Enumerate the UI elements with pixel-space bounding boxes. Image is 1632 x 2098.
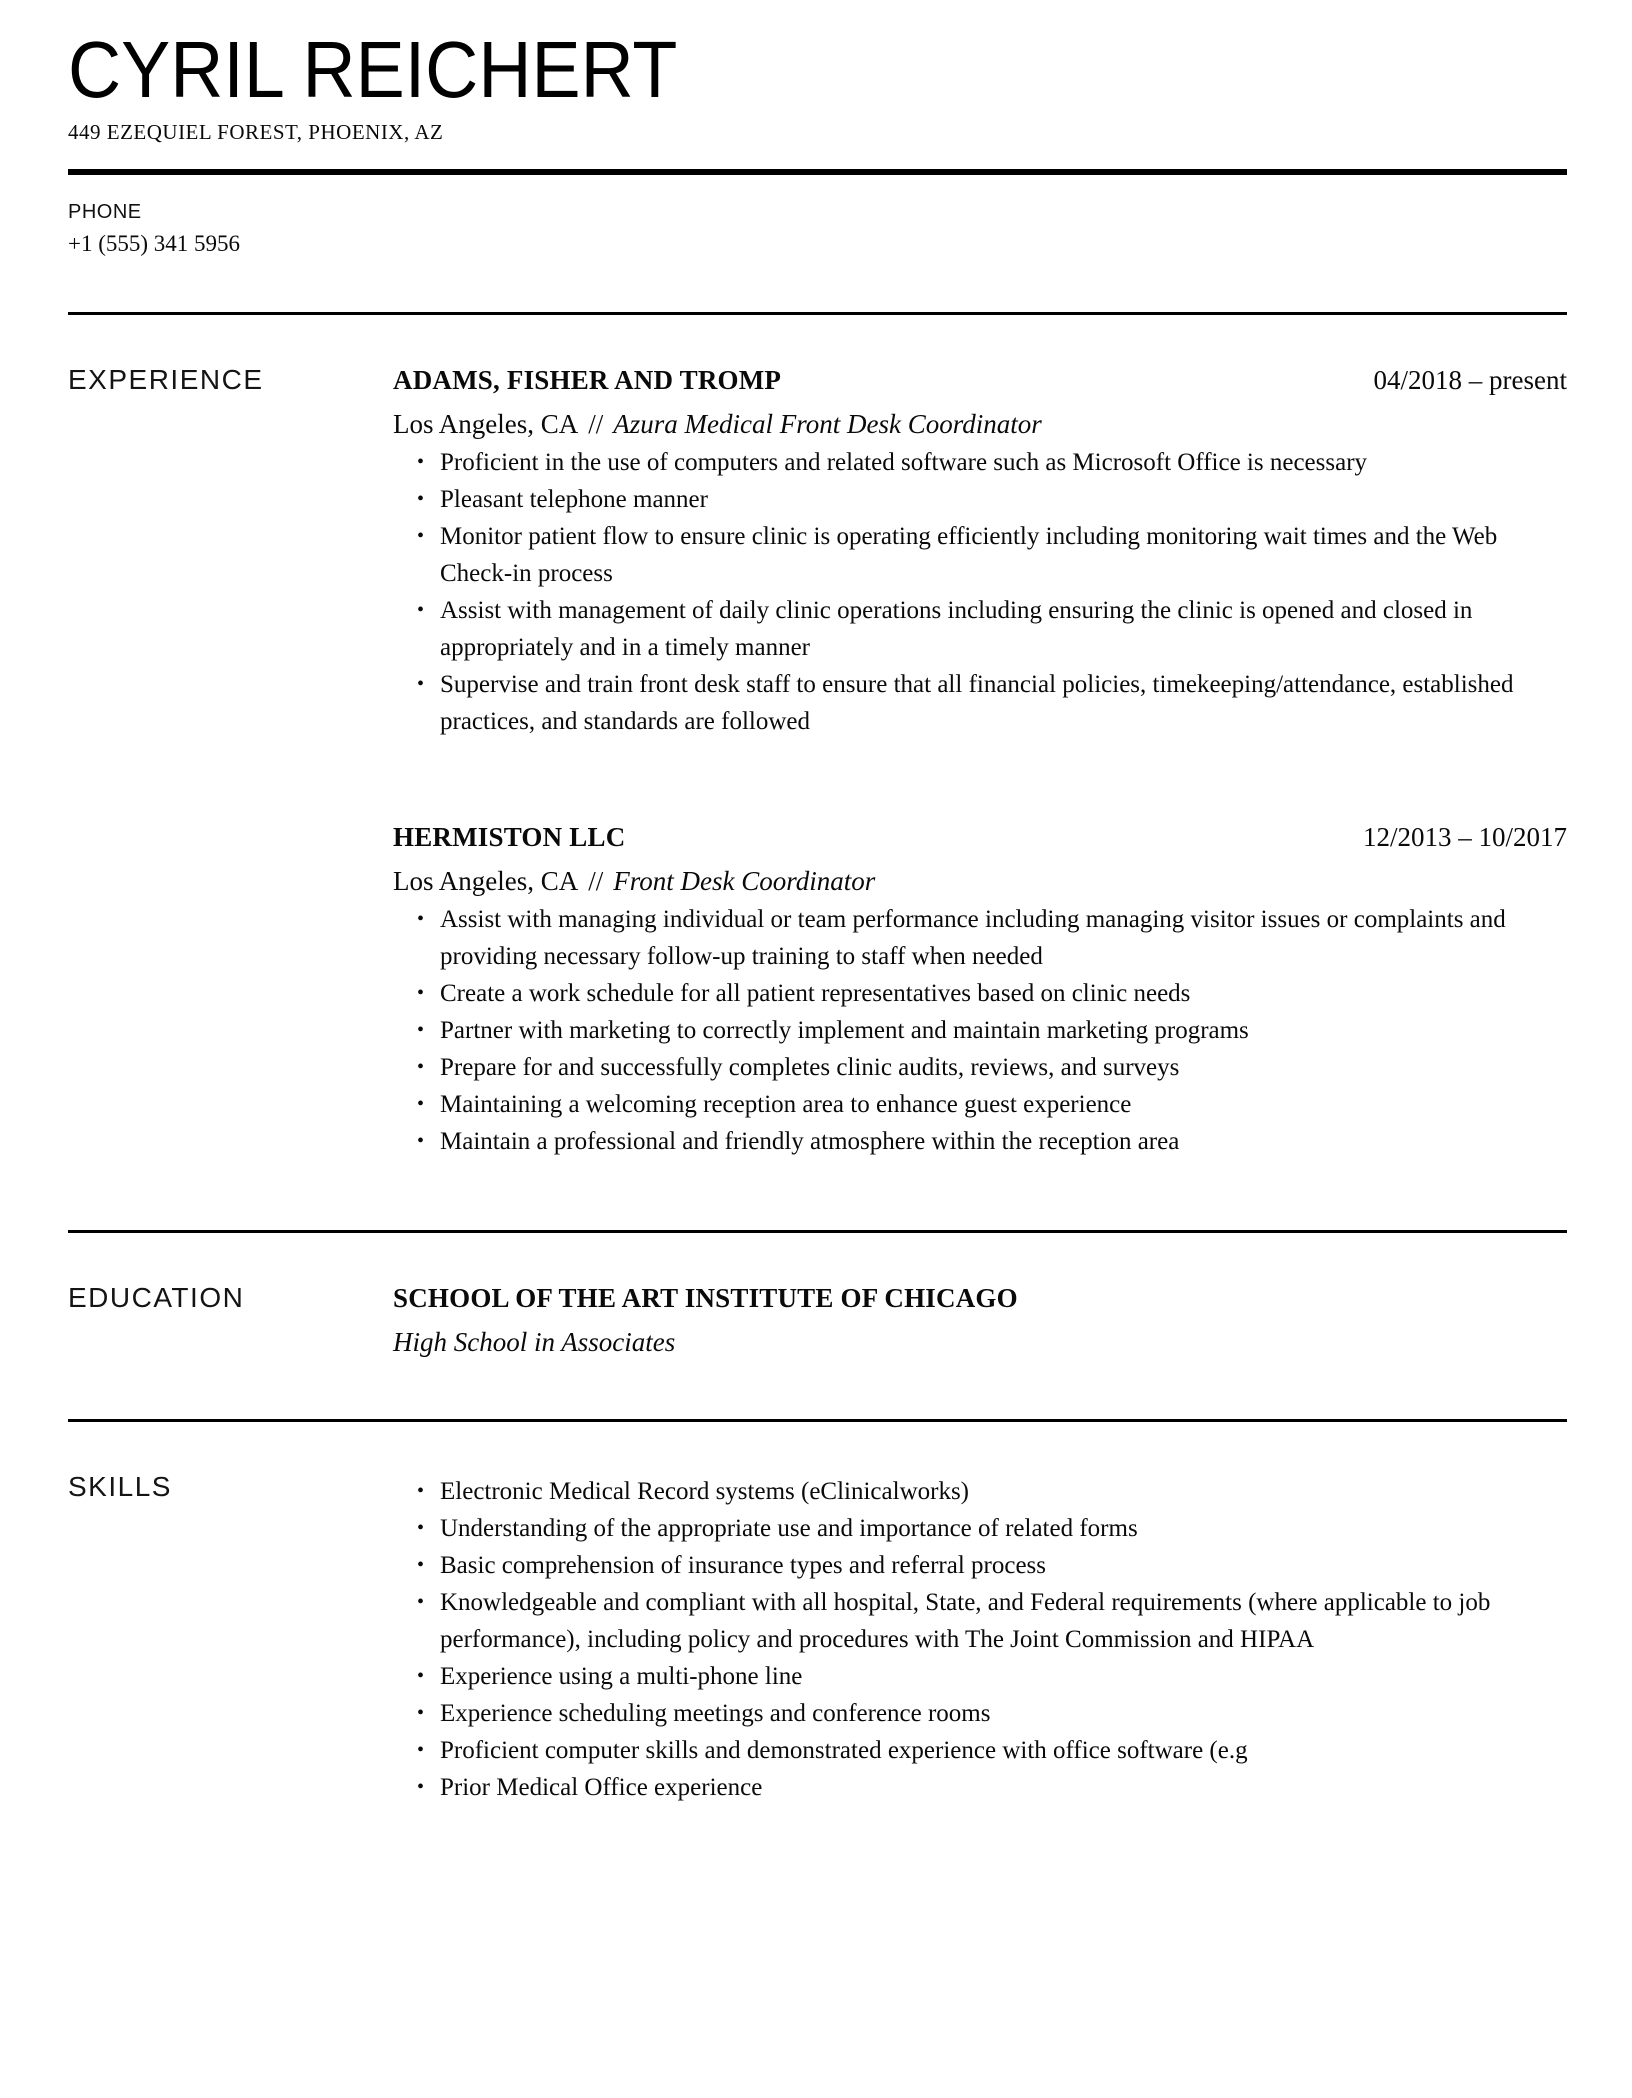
job-bullet: • Maintain a professional and friendly atmosphere within the reception area (393, 1123, 1567, 1160)
job-entry (393, 820, 1567, 1160)
school-name: SCHOOL OF THE ART INSTITUTE OF CHICAGO (393, 1283, 1018, 1313)
skill-bullet: • Understanding of the appropriate use and importance of related forms (393, 1510, 1567, 1547)
job-bullet: • Assist with managing individual or team performance including managing visitor issues or complaints and providing necessary follow-up training to staff when needed (393, 901, 1567, 975)
job-bullet: • Partner with marketing to correctly implement and maintain marketing programs (393, 1012, 1567, 1049)
contact-section (68, 199, 1567, 259)
job-header (393, 820, 1567, 854)
skill-bullet: • Knowledgeable and compliant with all hospital, State, and Federal requirements (where applicable to job performance), including policy and procedures with The Joint Commission and HIPAA (393, 1584, 1567, 1658)
candidate-address: 449 EZEQUIEL FOREST, PHOENIX, AZ (68, 120, 444, 144)
job-bullet: • Prepare for and successfully completes clinic audits, reviews, and surveys (393, 1049, 1567, 1086)
experience-section-label: EXPERIENCE (68, 364, 264, 395)
education-section-label: EDUCATION (68, 1282, 245, 1313)
job-dates: 12/2013 – 10/2017 (1362, 822, 1567, 852)
job-bullet: • Assist with management of daily clinic operations including ensuring the clinic is opened and closed in appropriately and in a timely manner (393, 592, 1567, 666)
job-header (393, 363, 1567, 397)
education-section (68, 1281, 1567, 1359)
location-role-separator: // (588, 866, 604, 896)
skill-bullet: • Experience scheduling meetings and conference rooms (393, 1695, 1567, 1732)
location-role-separator: // (588, 409, 604, 439)
resume-header (68, 25, 1567, 146)
job-subtitle (393, 407, 1567, 441)
job-role: Azura Medical Front Desk Coordinator (613, 409, 1042, 439)
job-bullet: • Supervise and train front desk staff to ensure that all financial policies, timekeeping/attendance, established practices, and standards are followed (393, 666, 1567, 740)
experience-divider (68, 1230, 1567, 1233)
company-name: HERMISTON LLC (393, 822, 626, 852)
contact-divider (68, 312, 1567, 315)
degree: High School in Associates (393, 1327, 676, 1357)
company-name: ADAMS, FISHER AND TROMP (393, 365, 782, 395)
skills-bullet-list (393, 1473, 1567, 1806)
skill-bullet: • Basic comprehension of insurance types and referral process (393, 1547, 1567, 1584)
job-bullet: • Pleasant telephone manner (393, 481, 1567, 518)
job-bullet: • Monitor patient flow to ensure clinic is operating efficiently including monitoring wait times and the Web Check-in process (393, 518, 1567, 592)
job-bullet: • Proficient in the use of computers and related software such as Microsoft Office is necessary (393, 444, 1567, 481)
skills-content (393, 1470, 1567, 1806)
experience-section (68, 363, 1567, 1160)
job-bullet: • Create a work schedule for all patient representatives based on clinic needs (393, 975, 1567, 1012)
skill-bullet: • Proficient computer skills and demonstrated experience with office software (e.g (393, 1732, 1567, 1769)
job-role: Front Desk Coordinator (613, 866, 876, 896)
skill-bullet: • Prior Medical Office experience (393, 1769, 1567, 1806)
header-divider (68, 169, 1567, 175)
job-location: Los Angeles, CA (393, 409, 579, 439)
job-subtitle (393, 864, 1567, 898)
job-location: Los Angeles, CA (393, 866, 579, 896)
skills-section (68, 1470, 1567, 1806)
job-dates: 04/2018 – present (1373, 365, 1567, 395)
job-bullet-list (393, 444, 1567, 740)
phone-number: +1 (555) 341 5956 (68, 231, 241, 256)
skill-bullet: • Experience using a multi-phone line (393, 1658, 1567, 1695)
skills-section-label: SKILLS (68, 1471, 172, 1502)
education-divider (68, 1419, 1567, 1422)
job-bullet-list (393, 901, 1567, 1160)
candidate-name: CYRIL REICHERT (68, 25, 678, 114)
skill-bullet: • Electronic Medical Record systems (eClinicalworks) (393, 1473, 1567, 1510)
job-entry (393, 363, 1567, 740)
education-content (393, 1281, 1567, 1359)
job-bullet: • Maintaining a welcoming reception area to enhance guest experience (393, 1086, 1567, 1123)
phone-label: PHONE (68, 201, 142, 223)
experience-content (393, 363, 1567, 1160)
